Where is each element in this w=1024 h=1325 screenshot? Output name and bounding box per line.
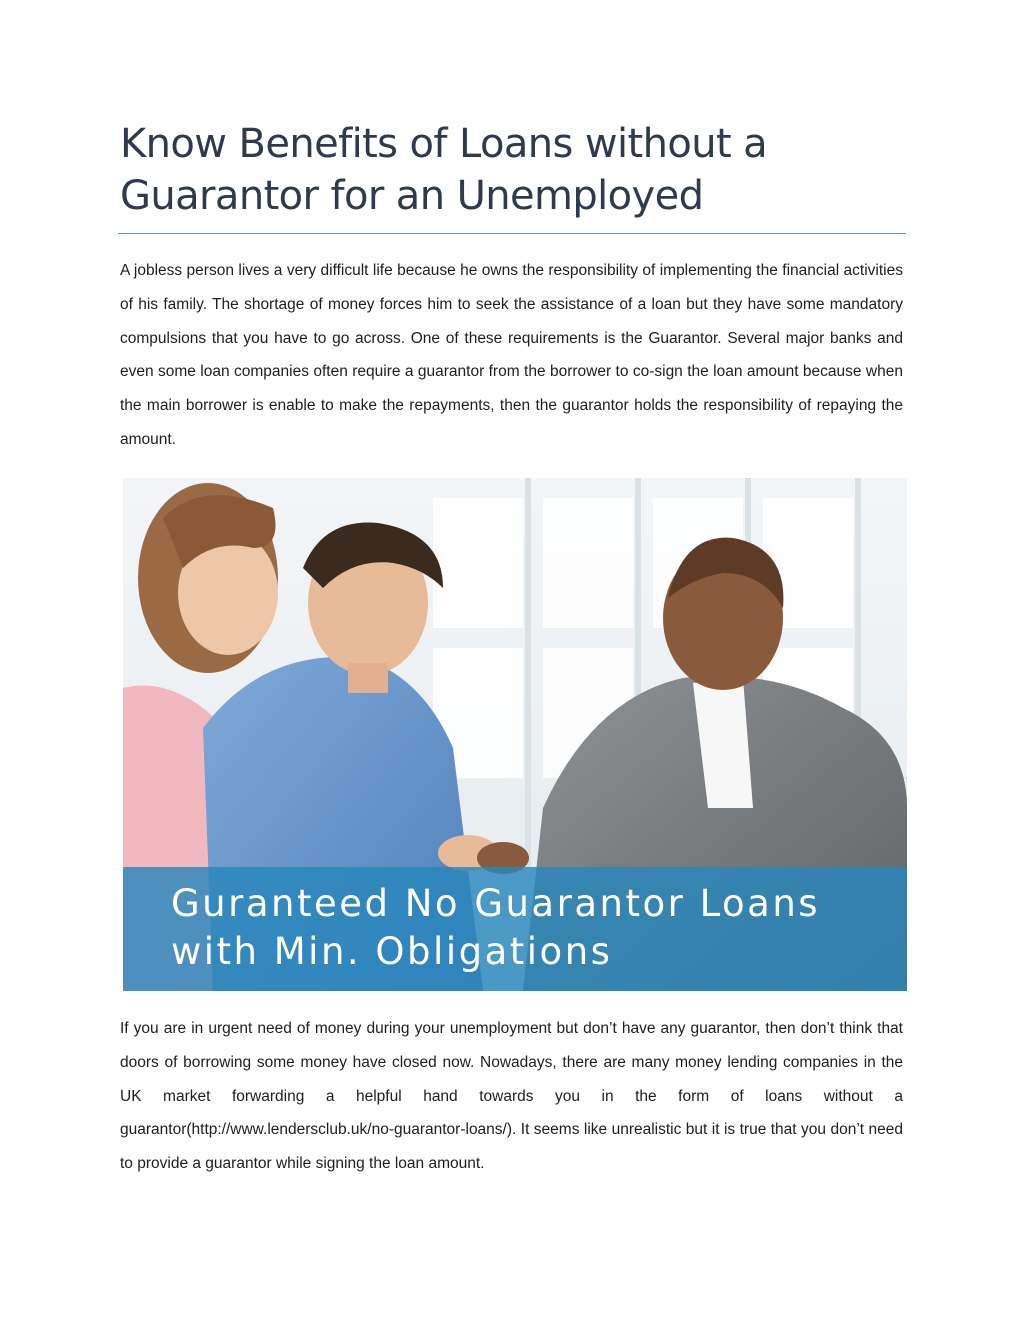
body-paragraph (120, 1012, 903, 1181)
title-divider (118, 233, 906, 234)
article-title: Know Benefits of Loans without a Guarantor for an Unemployed (120, 121, 768, 219)
paragraph-text-after-link: (http://www.lendersclub.uk/no-guarantor-loans/). It seems like unrealistic but it is true that you don’t need to provide a guarantor while signing the loan amount. (120, 1121, 903, 1173)
intro-paragraph: A jobless person lives a very difficult life because he owns the responsibility of implementing the financial activities of his family. The shortage of money forces him to seek the assistance of a loan but they have some mandatory compulsions that you have to go across. One of these requirements is the Guarantor. Several major banks and even some loan companies often require a guarantor from the borrower to co-sign the loan amount because when the main borrower is enable to make the repayments, then the guarantor holds the responsibility of repaying the amount. (120, 262, 903, 448)
banner-caption (171, 880, 891, 976)
paragraph-text-before-link: If you are in urgent need of money during your unemployment but don’t have any guarantor, then don’t think that doors of borrowing some money have closed now. Nowadays, there are many money lending companies in the UK market forwarding a helpful hand towards you in the form of (120, 1020, 903, 1105)
banner-caption-line1: Guranteed No Guarantor Loans (171, 882, 821, 925)
banner-image (123, 478, 907, 991)
loans-without-guarantor-link[interactable]: loans without a guarantor (120, 1087, 903, 1139)
banner-caption-line2: with Min. Obligations (171, 930, 613, 973)
